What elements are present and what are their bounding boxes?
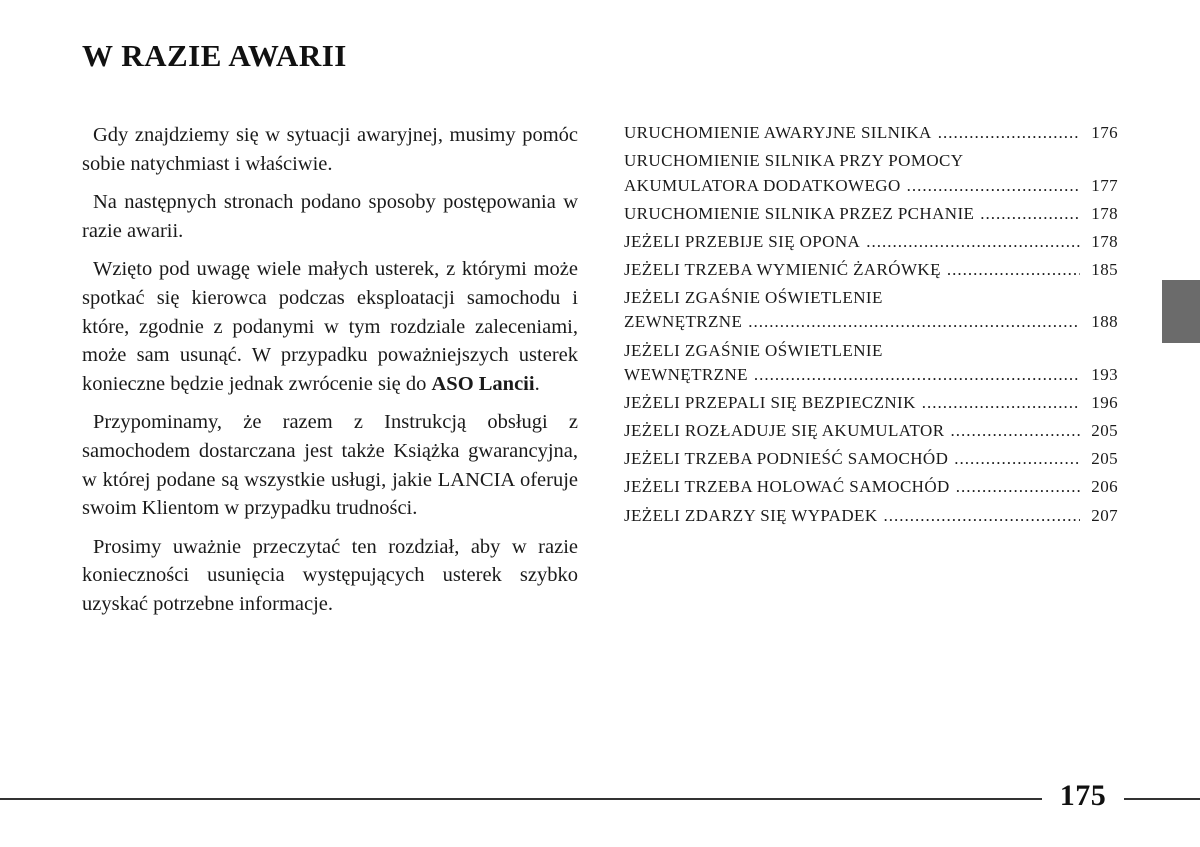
toc-item[interactable] — [624, 475, 1118, 500]
intro-paragraph: Prosimy uważnie przeczytać ten rozdział, aby w razie konieczności usunięcia występujących usterek szybko uzyskać potrzebne informacje. — [82, 535, 578, 615]
dot-leader — [954, 447, 1080, 472]
footer-rule — [0, 798, 1042, 800]
toc-item-page: 205 — [1091, 421, 1118, 441]
service-name: ASO Lancii — [431, 372, 535, 395]
toc-item-title: URUCHOMIENIE AWARYJNE SILNIKA — [624, 123, 932, 142]
dot-leader — [922, 391, 1080, 416]
toc-item-title: JEŻELI TRZEBA PODNIEŚĆ SAMOCHÓD — [624, 449, 949, 469]
toc-item-page: 176 — [1091, 123, 1118, 142]
toc-item-page: 196 — [1091, 393, 1118, 413]
toc-item[interactable] — [624, 202, 1118, 227]
toc-item[interactable] — [624, 391, 1118, 416]
toc-item-title: JEŻELI ZGAŚNIE OŚWIETLENIE — [624, 340, 883, 360]
toc-item[interactable] — [624, 447, 1118, 472]
toc-item[interactable] — [624, 121, 1118, 146]
toc-item-title: JEŻELI TRZEBA WYMIENIĆ ŻARÓWKĘ — [624, 259, 941, 279]
dot-leader — [884, 504, 1081, 529]
dot-leader — [907, 174, 1080, 199]
table-of-contents — [624, 121, 1118, 532]
toc-item[interactable] — [624, 419, 1118, 444]
toc-item-page: 193 — [1091, 365, 1118, 385]
toc-item-page: 206 — [1091, 477, 1118, 497]
toc-item[interactable] — [624, 230, 1118, 255]
dot-leader — [938, 121, 1080, 146]
toc-item-title: JEŻELI ROZŁADUJE SIĘ AKUMULATOR — [624, 421, 945, 441]
dot-leader — [748, 310, 1080, 335]
intro-paragraph — [82, 255, 578, 398]
toc-item-page: 188 — [1091, 312, 1118, 332]
toc-item-page: 205 — [1091, 449, 1118, 469]
toc-item[interactable] — [624, 258, 1118, 283]
toc-item-title: JEŻELI ZGAŚNIE OŚWIETLENIE — [624, 287, 883, 307]
toc-item-title: JEŻELI PRZEBIJE SIĘ OPONA — [624, 231, 861, 251]
intro-paragraph: Na następnych stronach podano sposoby postępowania w razie awarii. — [82, 191, 578, 242]
section-thumb-tab — [1162, 280, 1200, 343]
toc-item-title-continued: WEWNĘTRZNE — [624, 365, 748, 385]
dot-leader — [950, 419, 1080, 444]
intro-paragraph: Przypominamy, że razem z Instrukcją obsługi z samochodem dostarczana jest także Książka gwarancyjna, w której podane są wszystkie usługi, jakie LANCIA oferuje swoim Klientom w przypadku trudności. — [82, 411, 578, 520]
dot-leader — [956, 475, 1080, 500]
dot-leader — [754, 363, 1080, 388]
toc-item-page: 177 — [1091, 175, 1118, 195]
toc-item-title-continued: AKUMULATORA DODATKOWEGO — [624, 175, 901, 195]
intro-text: Wzięto pod uwagę wiele małych usterek, z którymi może spotkać się kierowca podczas eksploatacji samochodu i które, zgodnie z podanymi w tym rozdziale zaleceniami, może sam usunąć. W przypadku poważniejszych usterek konieczne będzie jednak zwrócenie się do — [82, 258, 578, 395]
intro-paragraph: Gdy znajdziemy się w sytuacji awaryjnej, musimy pomóc sobie natychmiast i właściwie. — [82, 124, 578, 175]
toc-item[interactable] — [624, 286, 1118, 335]
intro-column — [82, 121, 578, 629]
toc-item-page: 207 — [1091, 505, 1118, 525]
toc-item-title-continued: ZEWNĘTRZNE — [624, 312, 743, 332]
toc-item[interactable] — [624, 339, 1118, 388]
toc-item[interactable] — [624, 504, 1118, 529]
dot-leader — [866, 230, 1080, 255]
toc-item-title: JEŻELI ZDARZY SIĘ WYPADEK — [624, 505, 878, 525]
footer-rule — [1124, 798, 1200, 800]
toc-item-title: JEŻELI TRZEBA HOLOWAĆ SAMOCHÓD — [624, 477, 950, 497]
toc-item[interactable] — [624, 149, 1118, 198]
toc-item-page: 185 — [1091, 259, 1118, 279]
page-title: W RAZIE AWARII — [82, 38, 347, 73]
intro-text-end: . — [534, 372, 540, 395]
toc-item-title: JEŻELI PRZEPALI SIĘ BEZPIECZNIK — [624, 393, 916, 413]
dot-leader — [980, 202, 1080, 227]
page-number: 175 — [1059, 779, 1107, 812]
toc-item-page: 178 — [1091, 231, 1118, 251]
toc-item-title: URUCHOMIENIE SILNIKA PRZY POMOCY — [624, 151, 964, 171]
dot-leader — [947, 258, 1080, 283]
toc-item-title: URUCHOMIENIE SILNIKA PRZEZ PCHANIE — [624, 203, 975, 223]
toc-item-page: 178 — [1091, 203, 1118, 223]
